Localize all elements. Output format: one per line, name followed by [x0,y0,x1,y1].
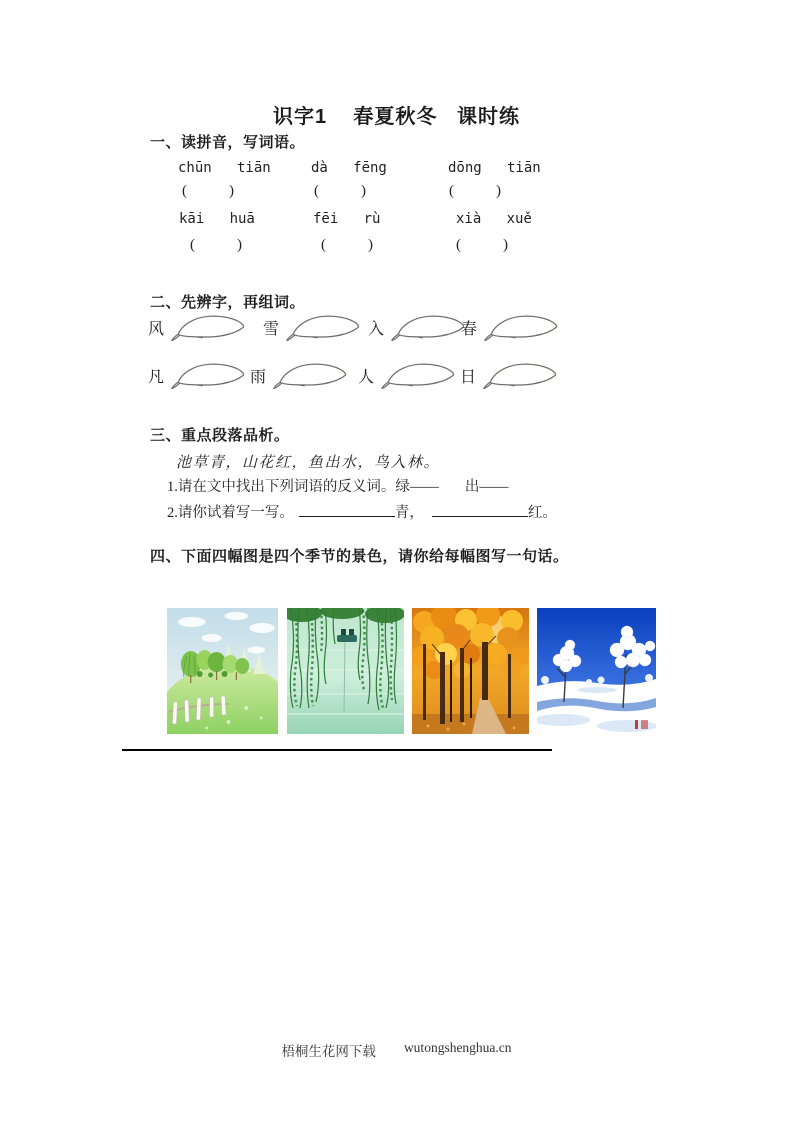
leaf-outline-icon [379,360,459,391]
answer-parentheses [321,237,373,254]
answer-parentheses [456,237,508,254]
antonym-item-green: 绿—— [395,479,439,495]
character-leaf-pair [368,312,469,343]
answer-parentheses [190,237,242,254]
season-image-autumn [412,608,529,734]
summer-scene-illustration [287,608,404,734]
question-2-word-1: 青， [394,505,424,521]
footer-site-name: 梧桐生花网下载 [281,1044,376,1059]
paren-close: ) [503,237,508,253]
character-label: 雪 [263,321,280,338]
page-footer [0,1040,793,1060]
season-image-spring [167,608,278,734]
leaf-outline-icon [271,360,351,391]
red-watermark [635,720,648,729]
character-label: 春 [461,321,478,338]
passage-text: 池草青，山花红，鱼出水，鸟入林。 [176,455,441,471]
leaf-outline-icon [169,360,249,391]
paren-close: ) [496,183,501,199]
question-2-label: 2.请你试着写一写。 [167,505,294,521]
answer-blank-line [432,502,528,517]
leaf-outline-icon [481,360,561,391]
character-leaf-pair [148,312,249,343]
pinyin-word: dōng tiān [448,160,541,176]
character-leaf-pair [250,360,351,391]
leaf-outline-icon [169,312,249,343]
question-1 [167,475,508,496]
pinyin-word: dà fēng [311,160,387,176]
character-label: 凡 [148,369,165,386]
paren-close: ) [237,237,242,253]
leaf-outline-icon [284,312,364,343]
paren-close: ) [368,237,373,253]
season-image-summer [287,608,404,734]
leaf-outline-icon [389,312,469,343]
character-leaf-pair [358,360,459,391]
character-label: 入 [368,321,385,338]
question-1-label: 1.请在文中找出下列词语的反义词。 [167,479,396,495]
question-2-word-2: 红。 [527,505,557,521]
character-leaf-pair [460,360,561,391]
paren-open: ( [314,183,319,199]
character-label: 风 [148,321,165,338]
spring-scene-illustration [167,608,278,734]
page-title: 识字1 春夏秋冬 课时练 [272,106,521,128]
paren-open: ( [321,237,326,253]
lake-water [287,608,404,734]
winter-scene-illustration [537,608,656,734]
pinyin-word: chūn tiān [178,160,271,176]
character-leaf-pair [263,312,364,343]
pinyin-word: fēi rù [313,211,381,227]
character-label: 日 [460,369,477,386]
divider-line [122,749,552,751]
section2-heading: 二、先辨字，再组词。 [150,294,306,311]
paren-open: ( [449,183,454,199]
question-2 [167,501,557,522]
pinyin-word: xià xuě [456,211,532,227]
character-leaf-pair [461,312,562,343]
paren-open: ( [456,237,461,253]
season-image-winter [537,608,656,734]
paren-open: ( [182,183,187,199]
paren-close: ) [229,183,234,199]
character-label: 人 [358,369,375,386]
autumn-scene-illustration [412,608,529,734]
antonym-item-out: 出—— [464,479,509,495]
answer-blank-line [299,502,395,517]
section3-heading: 三、重点段落品析。 [150,427,290,444]
pinyin-word: kāi huā [179,211,255,227]
section4-heading: 四、下面四幅图是四个季节的景色，请你给每幅图写一句话。 [150,548,569,565]
footer-site-url: wutongshenghua.cn [403,1040,512,1055]
answer-parentheses [449,183,501,200]
leaf-outline-icon [482,312,562,343]
section1-heading: 一、读拼音，写词语。 [150,134,306,151]
character-leaf-row [148,312,608,348]
paren-open: ( [190,237,195,253]
answer-parentheses [182,183,234,200]
character-leaf-pair [148,360,249,391]
character-label: 雨 [250,369,267,386]
answer-parentheses [314,183,366,200]
paren-close: ) [361,183,366,199]
character-leaf-row [148,360,608,396]
